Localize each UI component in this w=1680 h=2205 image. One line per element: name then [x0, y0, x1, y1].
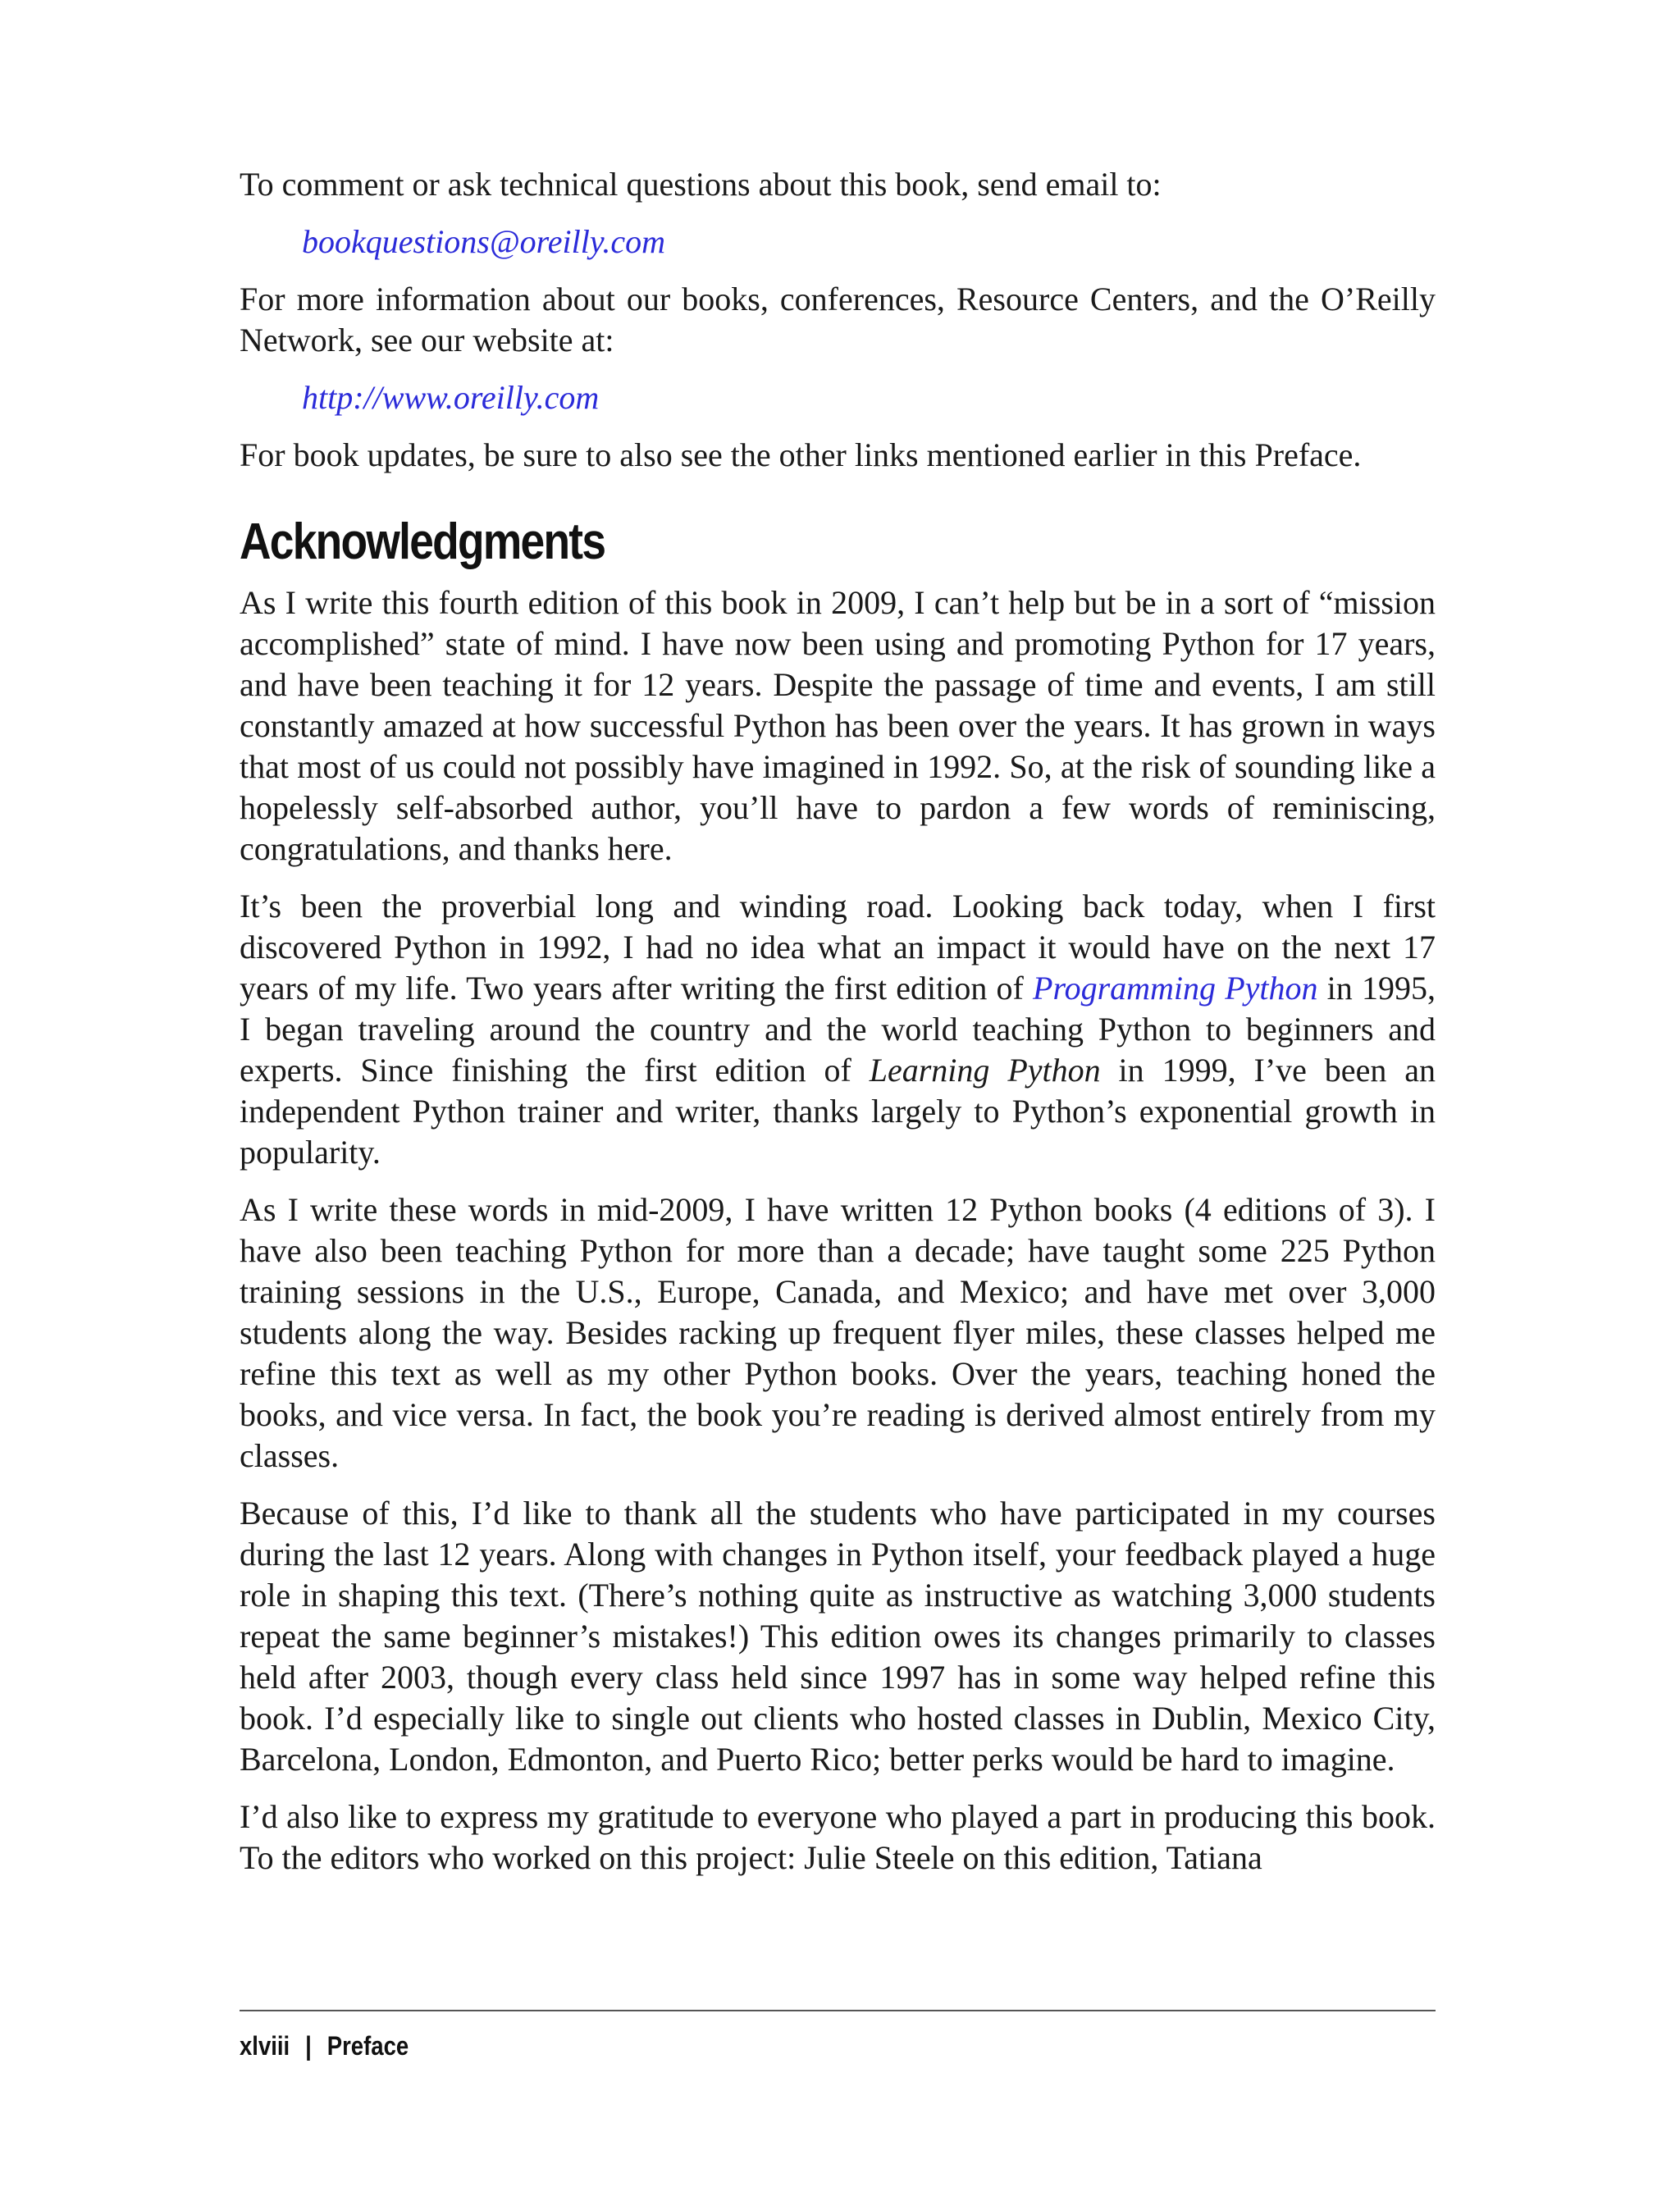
footer-text — [240, 2029, 1268, 2062]
section-name: Preface — [326, 2031, 409, 2061]
acknowledgments-paragraph-1: As I write this fourth edition of this book in 2009, I can’t help but be in a sort of “mission accomplished” state of mind. I have now been using and promoting Python for 17 years, and have been teaching it for 12 years. Despite the passage of time and events, I am still constantly amazed at how successful Python has been over the years. It has grown in ways that most of us could not possibly have imagined in 1992. So, at the risk of sounding like a hopelessly self-absorbed author, you’ll have to pardon a few words of reminiscing, congratulations, and thanks here. — [240, 584, 1436, 867]
learning-python-title: Learning Python — [869, 1052, 1101, 1089]
more-info-text: For more information about our books, conferences, Resource Centers, and the O’Reilly Network, see our website at: — [240, 281, 1436, 358]
acknowledgments-paragraph-2 — [240, 886, 1436, 1173]
footer-separator: | — [305, 2031, 312, 2061]
acknowledgments-heading: Acknowledgments — [240, 514, 605, 570]
page-body — [240, 164, 1436, 1895]
website-link[interactable]: http://www.oreilly.com — [302, 379, 600, 416]
email-line — [240, 221, 1436, 262]
contact-intro: To comment or ask technical questions about this book, send email to: — [240, 166, 1162, 203]
acknowledgments-paragraph-3: As I write these words in mid-2009, I have written 12 Python books (4 editions of 3). I have also been teaching Python for more than a decade; have taught some 225 Python training sessions in the U.S., Europe, Canada, and Mexico; and have met over 3,000 students along the way. Besides racking up frequent flyer miles, these classes helped me refine this text as well as my other Python books. Over the years, teaching honed the books, and vice versa. In fact, the book you’re reading is derived almost entirely from my classes. — [240, 1191, 1436, 1474]
paragraph-2-text-a: It’s been the proverbial long and winding road. Looking back today, when I first discovered Python in 1992, I had no idea what an impact it would have on the next 17 years of my life. Two years after writing the first edition of — [240, 888, 1436, 1007]
programming-python-link[interactable]: Programming Python — [1033, 970, 1318, 1007]
acknowledgments-paragraph-4: Because of this, I’d like to thank all the students who have participated in my courses during the last 12 years. Along with changes in Python itself, your feedback played a huge role in shaping this text. (There’s nothing quite as instructive as watching 3,000 students repeat the same beginner’s mistakes!) This edition owes its changes primarily to classes held after 2003, though every class held since 1997 has in some way helped refine this book. I’d especially like to single out clients who hosted classes in Dublin, Mexico City, Barcelona, London, Edmonton, and Puerto Rico; better perks would be hard to imagine. — [240, 1495, 1436, 1778]
page-number: xlviii — [240, 2031, 290, 2061]
paragraph-2-text-c: in 1999, I’ve been an independent Python trainer and writer, thanks largely to Python’s exponential growth in popularity. — [240, 1052, 1436, 1171]
website-line — [240, 377, 1436, 418]
footer-divider — [240, 2010, 1436, 2011]
paragraph-2-text-b: in 1995, I began traveling around the country and the world teaching Python to beginners and experts. Since finishing the first edition of — [240, 970, 1436, 1089]
email-link[interactable]: bookquestions@oreilly.com — [302, 223, 666, 260]
acknowledgments-paragraph-5: I’d also like to express my gratitude to everyone who played a part in producing this book. To the editors who worked on this project: Julie Steele on this edition, Tatiana — [240, 1798, 1436, 1876]
updates-text: For book updates, be sure to also see the other links mentioned earlier in this Preface. — [240, 436, 1362, 473]
page-footer — [240, 2010, 1436, 2062]
